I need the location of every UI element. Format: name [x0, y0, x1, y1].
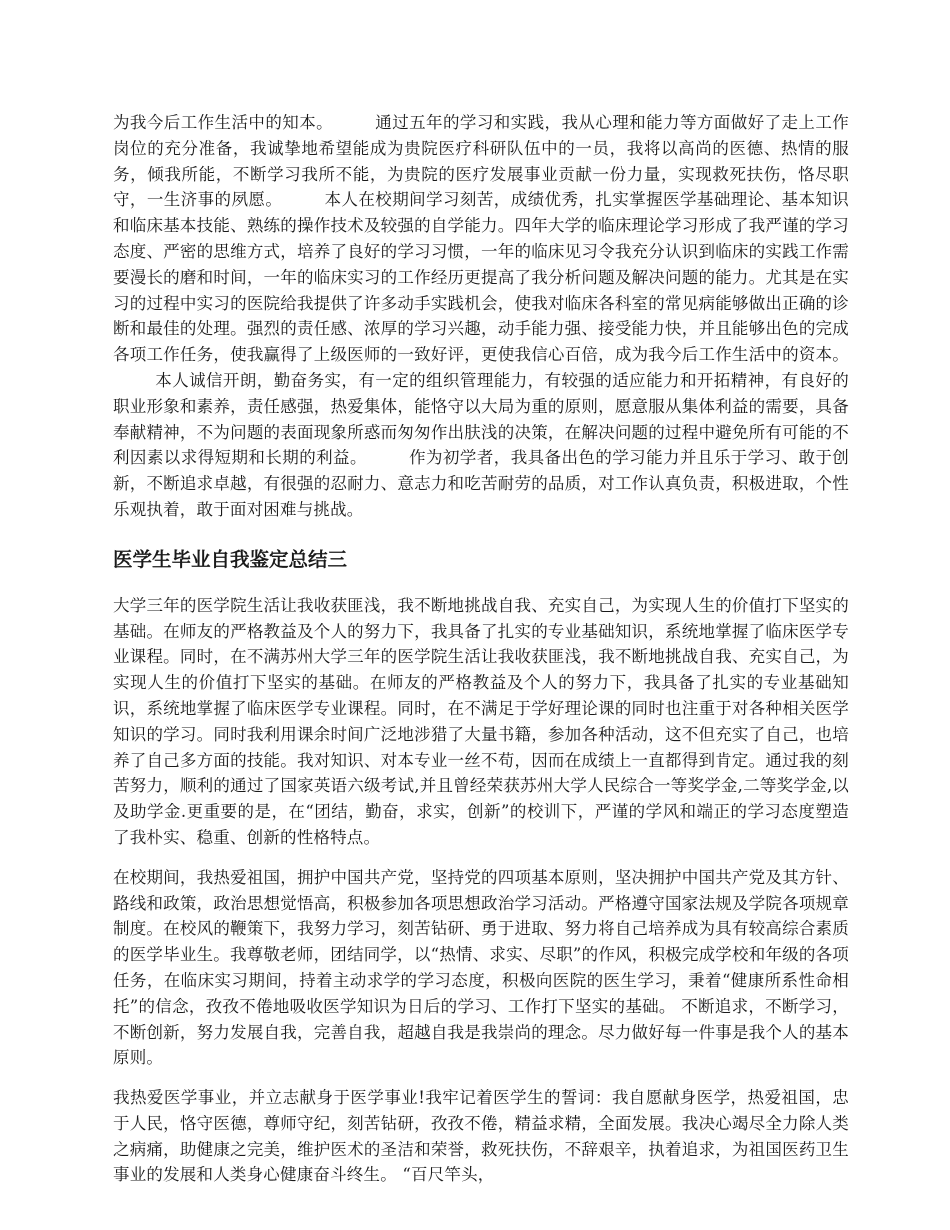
intro-sentence-4: 本人诚信开朗，勤奋务实，有一定的组织管理能力，有较强的适应能力和开拓精神，有良好的职业形象和素养，责任感强，热爱集体，能恪守以大局为重的原则，愿意服从集体利益的需要，具备奉献精神，不为问题的表面现象所惑而匆匆作出肤浅的决策，在解决问题的过程中避免所有可能的不利因素以求得短期和长期的利益。	[113, 370, 849, 468]
intro-sentence-3: 本人在校期间学习刻苦，成绩优秀，扎实掌握医学基础理论、基本知识和临床基本技能、熟练的操作技术及较强的自学能力。四年大学的临床理论学习形成了我严谨的学习态度、严密的思维方式，培养了良好的学习习惯，一年的临床见习令我充分认识到临床的实践工作需要漫长的磨和时间，一年的临床实习的工作经历更提高了我分析问题及解决问题的能力。尤其是在实习的过程中实习的医院给我提供了许多动手实践机会，使我对临床各科室的常见病能够做出正确的诊断和最佳的处理。强烈的责任感、浓厚的学习兴趣，动手能力强、接受能力快，并且能够出色的完成各项工作任务，使我赢得了上级医师的一致好评，更使我信心百倍，成为我今后工作生活中的资本。	[113, 190, 850, 365]
intro-sentence-1: 为我今后工作生活中的知本。	[113, 113, 334, 132]
body-paragraph-1: 大学三年的医学院生活让我收获匪浅，我不断地挑战自我、充实自己，为实现人生的价值打下坚实的基础。在师友的严格教益及个人的努力下，我具备了扎实的专业基础知识，系统地掌握了临床医学专业课程。同时，在不满苏州大学三年的医学院生活让我收获匪浅，我不断地挑战自我、充实自己，为实现人生的价值打下坚实的基础。在师友的严格教益及个人的努力下，我具备了扎实的专业基础知识，系统地掌握了临床医学专业课程。同时，在不满足于学好理论课的同时也注重于对各种相关医学知识的学习。同时我利用课余时间广泛地涉猎了大量书籍，参加各种活动，这不但充实了自己，也培养了自己多方面的技能。我对知识、对本专业一丝不苟，因而在成绩上一直都得到肯定。通过我的刻苦努力，顺利的通过了国家英语六级考试,并且曾经荣获苏州大学人民综合一等奖学金,二等奖学金,以及助学金.更重要的是，在“团结，勤奋，求实，创新”的校训下，严谨的学风和端正的学习态度塑造了我朴实、稳重、创新的性格特点。	[113, 595, 849, 847]
body-paragraph-3: 我热爱医学事业，并立志献身于医学事业!我牢记着医学生的誓词：我自愿献身医学，热爱祖国，忠于人民，恪守医德，尊师守纪，刻苦钻研，孜孜不倦，精益求精，全面发展。我决心竭尽全力除人类之病痛，助健康之完美，维护医术的圣洁和荣誉，救死扶伤，不辞艰辛，执着追求，为祖国医药卫生事业的发展和人类身心健康奋斗终生。 “百尺竿头，	[113, 1088, 849, 1185]
document-page	[113, 110, 849, 1188]
intro-sentence-2: 通过五年的学习和实践，我从心理和能力等方面做好了走上工作岗位的充分准备，我诚挚地希望能成为贵院医疗科研队伍中的一员，我将以高尚的医德、热情的服务，倾我所能，不断学习我所不能，为贵院的医疗发展事业贡献一份力量，实现救死扶伤，恪尽职守，一生济事的夙愿。	[113, 113, 849, 210]
body-paragraph-2: 在校期间，我热爱祖国，拥护中国共产党，坚持党的四项基本原则，坚决拥护中国共产党及其方针、路线和政策，政治思想觉悟高，积极参加各项思想政治学习活动。严格遵守国家法规及学院各项规章制度。在校风的鞭策下，我努力学习，刻苦钻研、勇于进取、努力将自己培养成为具有较高综合素质的医学毕业生。我尊敬老师，团结同学，以“热情、求实、尽职”的作风，积极完成学校和年级的各项任务，在临床实习期间，持着主动求学的学习态度，积极向医院的医生学习，秉着“健康所系性命相托”的信念，孜孜不倦地吸收医学知识为日后的学习、工作打下坚实的基础。 不断追求，不断学习，不断创新，努力发展自我，完善自我，超越自我是我崇尚的理念。尽力做好每一件事是我个人的基本原则。	[113, 867, 849, 1068]
intro-paragraph	[113, 110, 849, 523]
section-title: 医学生毕业自我鉴定总结三	[113, 547, 348, 571]
intro-sentence-5: 作为初学者，我具备出色的学习能力并且乐于学习、敢于创新，不断追求卓越，有很强的忍耐力、意志力和吃苦耐劳的品质，对工作认真负责，积极进取，个性乐观执着，敢于面对困难与挑战。	[113, 448, 850, 519]
